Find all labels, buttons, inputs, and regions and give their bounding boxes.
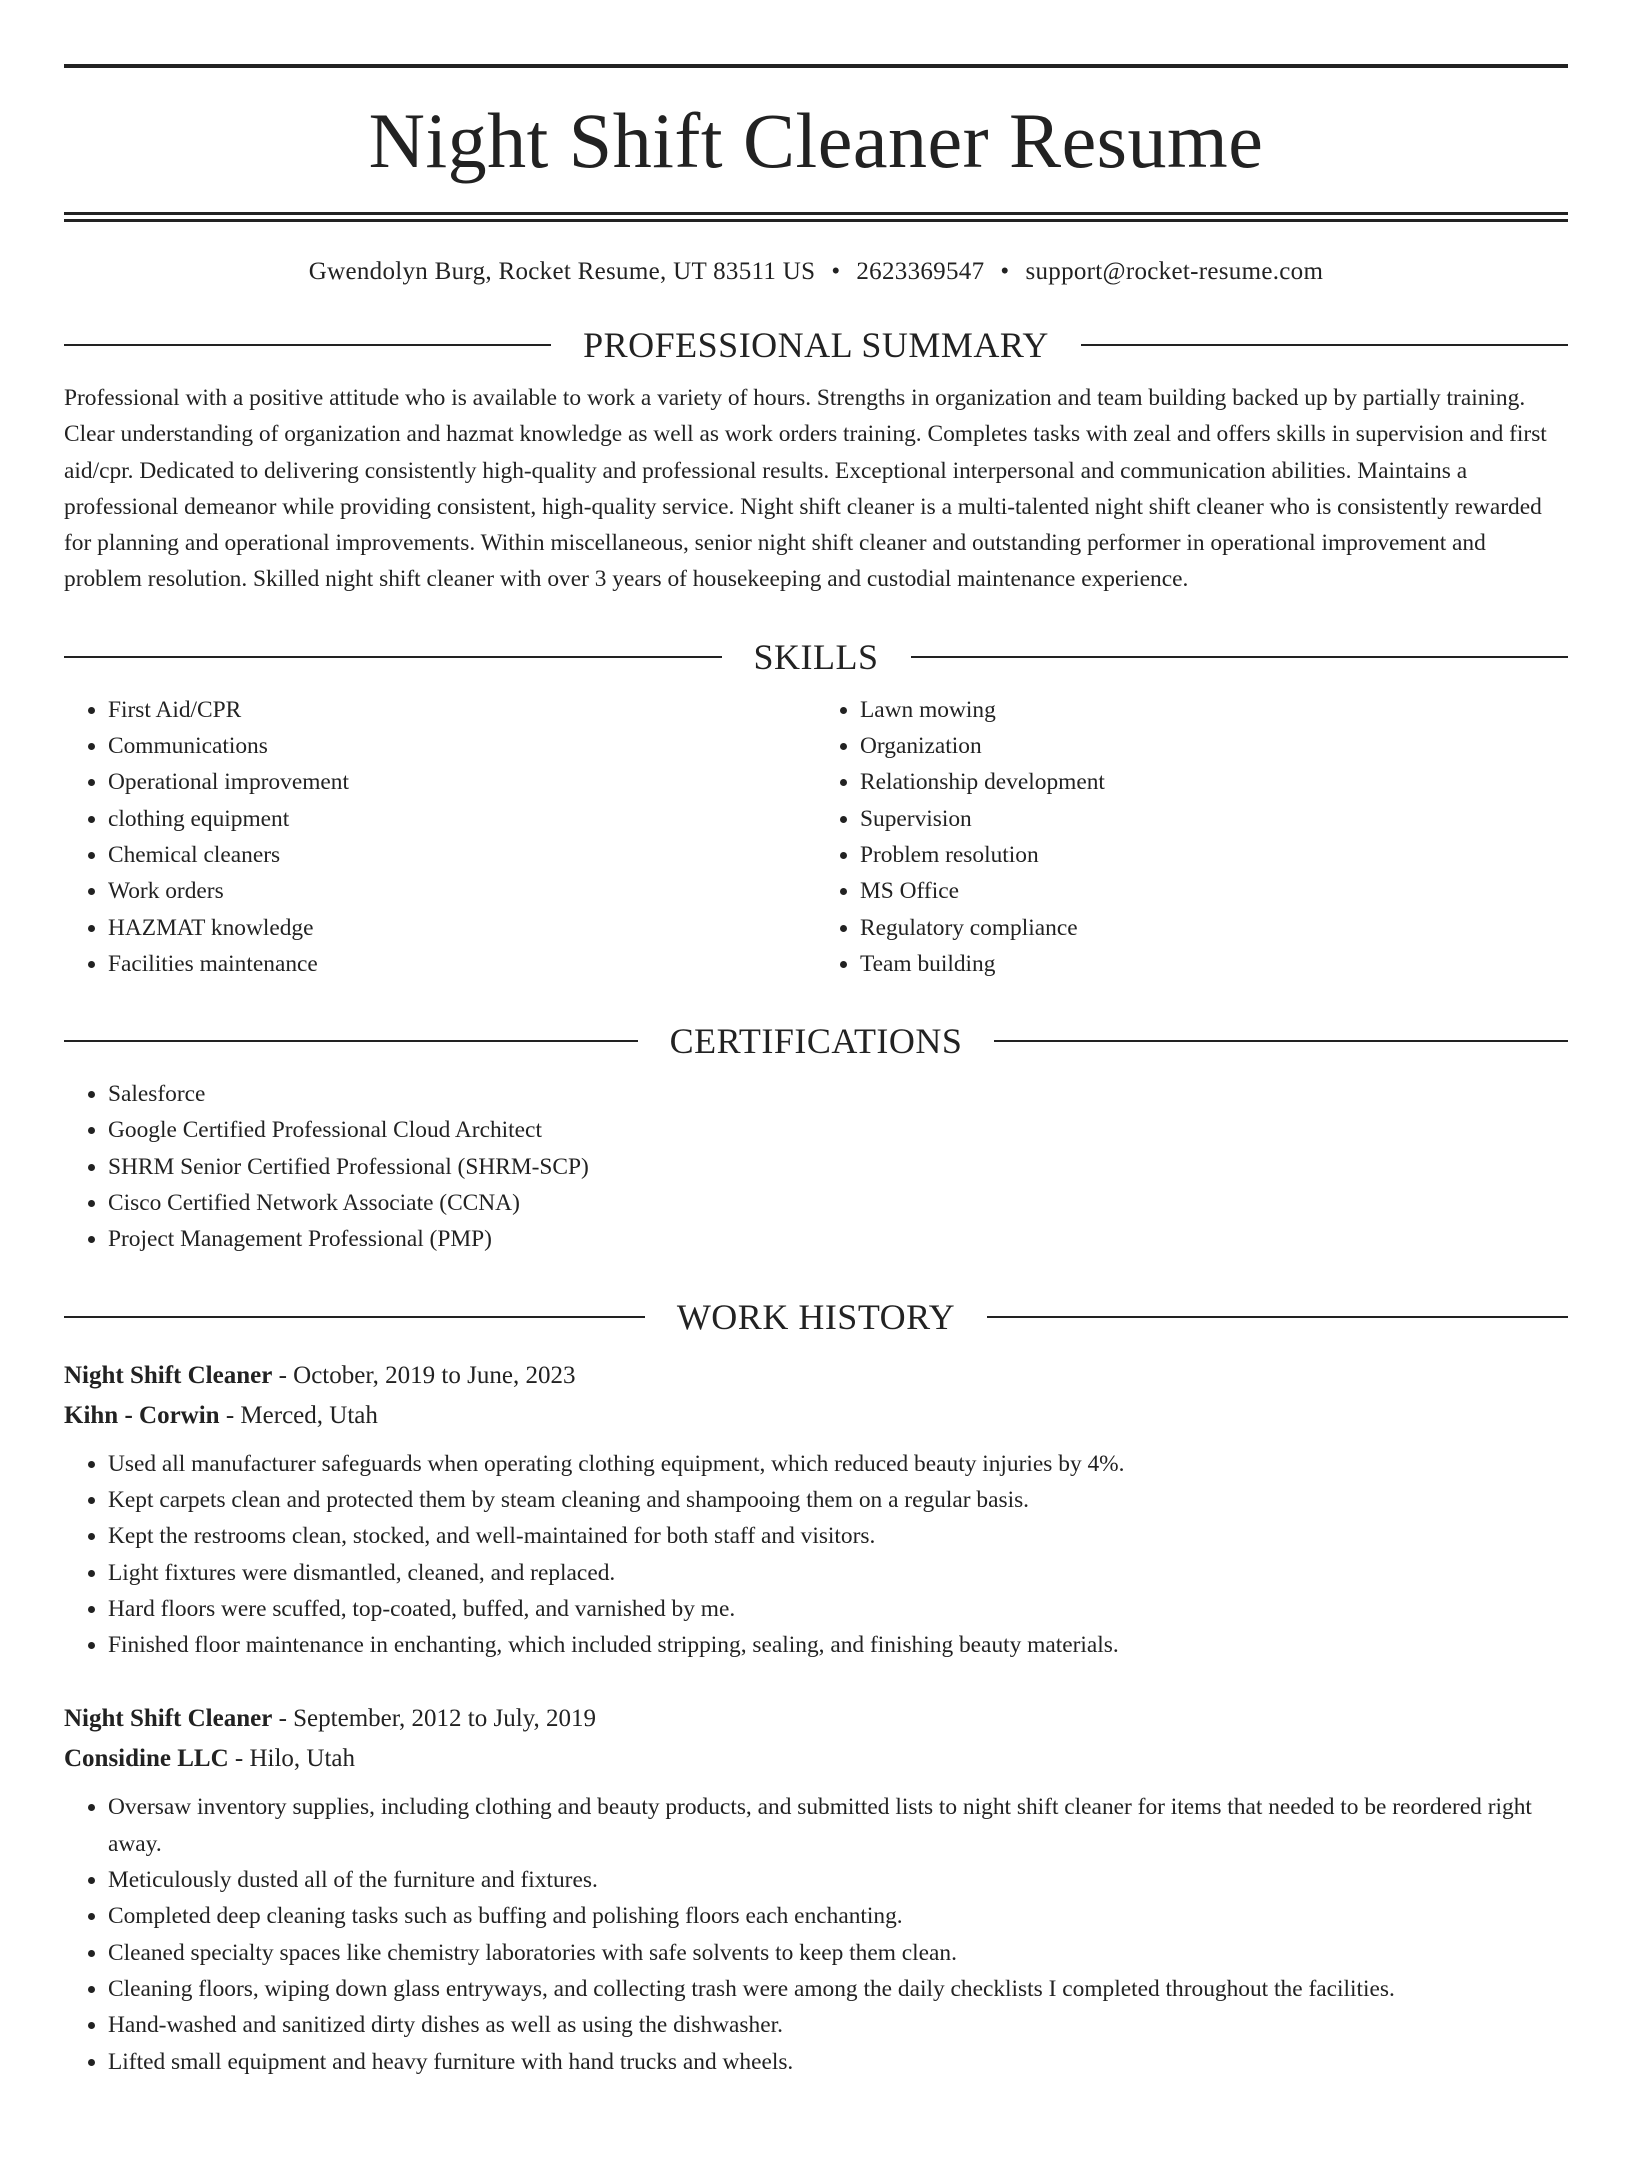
contact-phone: 2623369547 bbox=[856, 258, 985, 285]
job-title-line bbox=[64, 1699, 1568, 1739]
job-company-line bbox=[64, 1396, 1568, 1436]
skill-item: • Operational improvement bbox=[108, 764, 816, 800]
divider bbox=[64, 1316, 645, 1318]
contact-line bbox=[64, 258, 1568, 286]
skill-item: • Relationship development bbox=[860, 764, 1568, 800]
section-title: WORK HISTORY bbox=[676, 1296, 956, 1337]
job-dates: - October, 2019 to June, 2023 bbox=[272, 1361, 576, 1389]
double-rule bbox=[64, 212, 1568, 222]
job-bullet: • Meticulously dusted all of the furniture and fixtures. bbox=[108, 1862, 1568, 1898]
certification-item: • Cisco Certified Network Associate (CCNA) bbox=[108, 1185, 1568, 1221]
skill-item: • Organization bbox=[860, 728, 1568, 764]
job-title: Night Shift Cleaner bbox=[64, 1361, 273, 1389]
job-bullet: • Finished floor maintenance in enchanting, which included stripping, sealing, and finishing beauty materials. bbox=[108, 1627, 1568, 1663]
page-title: Night Shift Cleaner Resume bbox=[368, 97, 1264, 184]
certification-item: • Project Management Professional (PMP) bbox=[108, 1221, 1568, 1257]
skill-item: • Supervision bbox=[860, 801, 1568, 837]
job-company: Kihn - Corwin bbox=[64, 1401, 220, 1429]
job-bullet: • Hard floors were scuffed, top-coated, buffed, and varnished by me. bbox=[108, 1591, 1568, 1627]
section-heading-work bbox=[64, 1296, 1568, 1338]
job-company-line bbox=[64, 1739, 1568, 1779]
job-bullet: • Cleaned specialty spaces like chemistry laboratories with safe solvents to keep them clean. bbox=[108, 1935, 1568, 1971]
skill-item: • First Aid/CPR bbox=[108, 692, 816, 728]
top-rule bbox=[64, 64, 1568, 68]
job-bullet: • Hand-washed and sanitized dirty dishes as well as using the dishwasher. bbox=[108, 2007, 1568, 2043]
job-bullet: • Completed deep cleaning tasks such as buffing and polishing floors each enchanting. bbox=[108, 1898, 1568, 1934]
section-title: CERTIFICATIONS bbox=[669, 1021, 963, 1062]
skill-item: • HAZMAT knowledge bbox=[108, 910, 816, 946]
skill-item: • Facilities maintenance bbox=[108, 946, 816, 982]
divider bbox=[911, 656, 1569, 658]
skill-item: • Lawn mowing bbox=[860, 692, 1568, 728]
skills-list bbox=[64, 692, 1568, 982]
divider bbox=[994, 1040, 1568, 1042]
divider bbox=[64, 1040, 638, 1042]
job-entry bbox=[64, 1699, 1568, 2079]
contact-email: support@rocket-resume.com bbox=[1025, 258, 1324, 285]
divider bbox=[1081, 344, 1568, 346]
job-bullet: • Used all manufacturer safeguards when operating clothing equipment, which reduced beauty injuries by 4%. bbox=[108, 1446, 1568, 1482]
skill-item: • Communications bbox=[108, 728, 816, 764]
resume-page bbox=[0, 64, 1632, 2080]
section-title: PROFESSIONAL SUMMARY bbox=[583, 325, 1049, 365]
contact-separator: • bbox=[831, 258, 841, 285]
job-bullet: • Light fixtures were dismantled, cleaned, and replaced. bbox=[108, 1555, 1568, 1591]
skills-column-right bbox=[816, 692, 1568, 982]
section-heading-skills bbox=[64, 636, 1568, 678]
job-bullets bbox=[64, 1789, 1568, 2079]
section-heading-certifications bbox=[64, 1020, 1568, 1062]
job-bullets bbox=[64, 1446, 1568, 1664]
job-title-line bbox=[64, 1356, 1568, 1396]
job-bullet: • Kept carpets clean and protected them by steam cleaning and shampooing them on a regular basis. bbox=[108, 1482, 1568, 1518]
skill-item: • Chemical cleaners bbox=[108, 837, 816, 873]
skill-item: • Work orders bbox=[108, 873, 816, 909]
certifications-list bbox=[64, 1076, 1568, 1257]
certification-item: • Google Certified Professional Cloud Architect bbox=[108, 1112, 1568, 1148]
skill-item: • Problem resolution bbox=[860, 837, 1568, 873]
divider bbox=[64, 344, 551, 346]
skills-column-left bbox=[64, 692, 816, 982]
job-bullet: • Kept the restrooms clean, stocked, and well-maintained for both staff and visitors. bbox=[108, 1518, 1568, 1554]
job-title: Night Shift Cleaner bbox=[64, 1705, 273, 1733]
job-entry bbox=[64, 1356, 1568, 1664]
job-bullet: • Lifted small equipment and heavy furniture with hand trucks and wheels. bbox=[108, 2044, 1568, 2080]
section-heading-summary bbox=[64, 324, 1568, 366]
skill-item: • Team building bbox=[860, 946, 1568, 982]
section-title: SKILLS bbox=[753, 636, 879, 677]
skill-item: • clothing equipment bbox=[108, 801, 816, 837]
certification-item: • SHRM Senior Certified Professional (SHRM-SCP) bbox=[108, 1149, 1568, 1185]
divider bbox=[64, 656, 722, 658]
job-company: Considine LLC bbox=[64, 1745, 229, 1773]
job-bullet: • Oversaw inventory supplies, including clothing and beauty products, and submitted lists to night shift cleaner for items that needed to be reordered right away. bbox=[108, 1789, 1568, 1862]
contact-address: Gwendolyn Burg, Rocket Resume, UT 83511 US bbox=[308, 258, 816, 285]
contact-separator: • bbox=[1000, 258, 1010, 285]
job-location: - Merced, Utah bbox=[219, 1401, 378, 1429]
job-bullet: • Cleaning floors, wiping down glass entryways, and collecting trash were among the daily checklists I completed throughout the facilities. bbox=[108, 1971, 1568, 2007]
certification-item: • Salesforce bbox=[108, 1076, 1568, 1112]
job-location: - Hilo, Utah bbox=[228, 1745, 356, 1773]
skill-item: • MS Office bbox=[860, 873, 1568, 909]
summary-paragraph: Professional with a positive attitude who is available to work a variety of hours. Strengths in organization and team building backed up by partially training. Clear understanding of organization and hazmat knowledge as well as work orders training. Completes tasks with zeal and offers skills in supervision and first aid/cpr. Dedicated to delivering consistently high-quality and professional results. Exceptional interpersonal and communication abilities. Maintains a professional demeanor while providing consistent, high-quality service. Night shift cleaner is a multi-talented night shift cleaner who is consistently rewarded for planning and operational improvements. Within miscellaneous, senior night shift cleaner and outstanding performer in operational improvement and problem resolution. Skilled night shift cleaner with over 3 years of housekeeping and custodial maintenance experience. bbox=[64, 385, 1547, 593]
divider bbox=[987, 1316, 1568, 1318]
skill-item: • Regulatory compliance bbox=[860, 910, 1568, 946]
job-dates: - September, 2012 to July, 2019 bbox=[272, 1705, 597, 1733]
